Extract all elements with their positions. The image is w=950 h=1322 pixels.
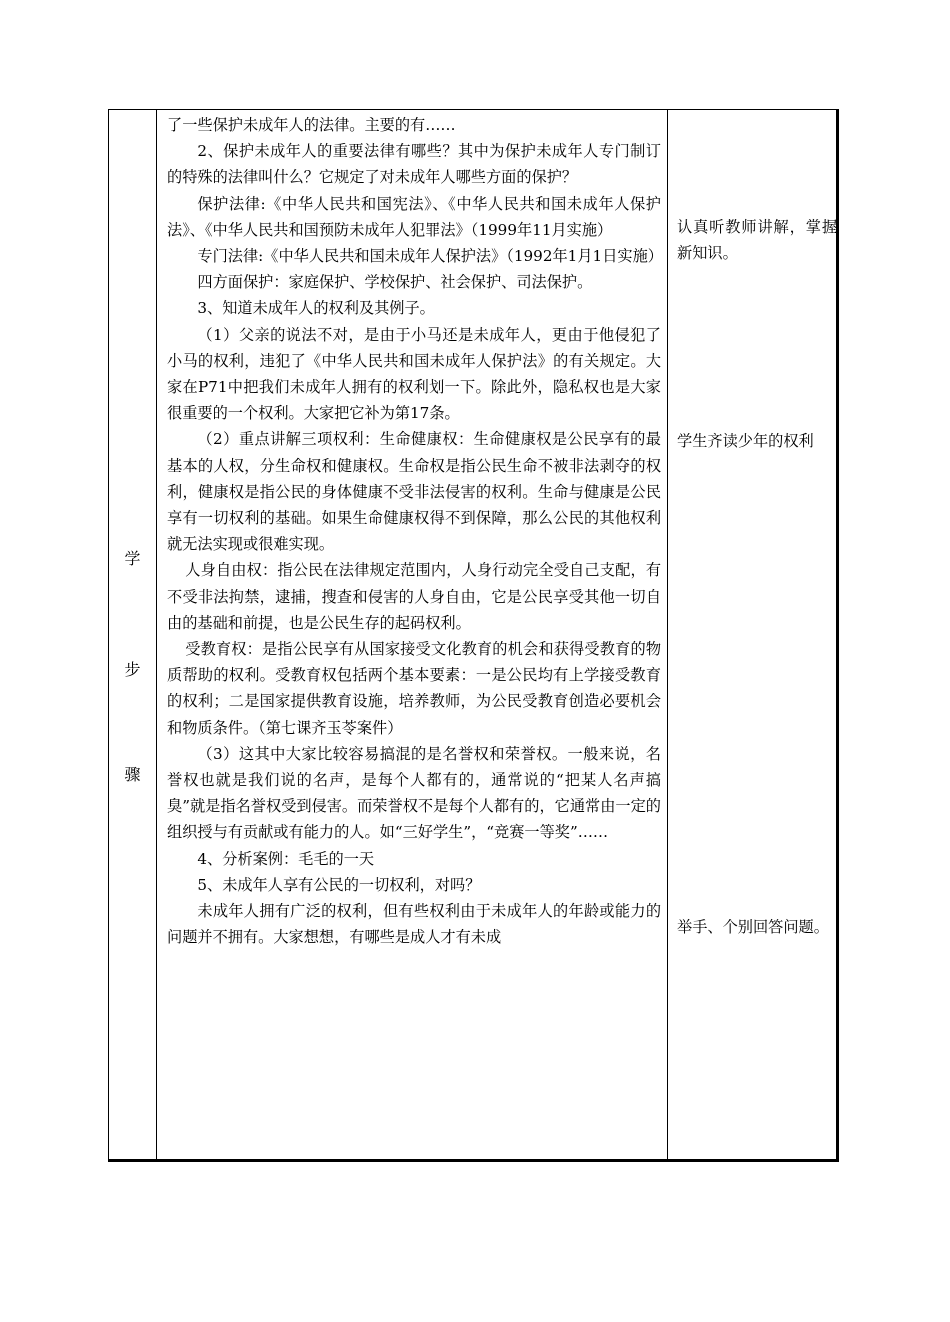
column-divider <box>667 110 668 1159</box>
content-paragraph: 2、保护未成年人的重要法律有哪些？其中为保护未成年人专门制订的特殊的法律叫什么？它规定了对未成年人哪些方面的保护？ <box>167 142 661 187</box>
lesson-content <box>167 112 661 951</box>
content-paragraph: （1）父亲的说法不对，是由于小马还是未成年人，更由于他侵犯了小马的权利，违犯了《中华人民共和国未成年人保护法》的有关规定。大家在P71中把我们未成年人拥有的权利划一下。除此外，隐私权也是大家很重要的一个权利。大家把它补为第17条。 <box>167 325 661 423</box>
student-activity <box>677 428 837 454</box>
content-paragraph: 3、知道未成年人的权利及其例子。 <box>197 299 435 318</box>
activity-text: 举手、个别回答问题。 <box>677 918 829 936</box>
content-paragraph: 4、分析案例：毛毛的一天 <box>197 849 375 868</box>
lesson-table <box>108 109 839 1162</box>
activity-text: 认真听教师讲解，掌握新知识。 <box>677 218 837 263</box>
content-paragraph: 专门法律:《中华人民共和国未成年人保护法》（1992年1月1日实施） <box>197 247 663 266</box>
content-paragraph: 了一些保护未成年人的法律。主要的有…… <box>167 116 456 134</box>
content-paragraph: 保护法律:《中华人民共和国宪法》、《中华人民共和国未成年人保护法》、《中华人民共和国预防未成年人犯罪法》（1999年11月实施） <box>167 194 661 239</box>
step-label-column <box>109 110 156 1159</box>
student-activity <box>677 214 837 266</box>
content-paragraph: 未成年人拥有广泛的权利，但有些权利由于未成年人的年龄或能力的问题并不拥有。大家想想，有哪些是成人才有未成 <box>167 902 661 947</box>
content-paragraph: 受教育权：是指公民享有从国家接受文化教育的机会和获得受教育的物质帮助的权利。受教育权包括两个基本要素：一是公民均有上学接受教育的权利；二是国家提供教育设施，培养教师，为公民受教育创造必要机会和物质条件。（第七课齐玉苓案件） <box>167 640 661 737</box>
activity-text: 学生齐读少年的权利 <box>677 432 814 450</box>
content-paragraph: （2）重点讲解三项权利：生命健康权：生命健康权是公民享有的最基本的人权，分生命权和健康权。生命权是指公民生命不被非法剥夺的权利，健康权是指公民的身体健康不受非法侵害的权利。生命与健康是公民享有一切权利的基础。如果生命健康权得不到保障，那么公民的其他权利就无法实现或很难实现。 <box>167 430 661 554</box>
content-paragraph: 人身自由权：指公民在法律规定范围内，人身行动完全受自己支配，有不受非法拘禁，逮捕，搜查和侵害的人身自由，它是公民享受其他一切自由的基础和前提，也是公民生存的起码权利。 <box>167 561 661 632</box>
step-label-char: 骤 <box>124 765 141 784</box>
column-divider <box>156 110 157 1159</box>
content-paragraph: 5、未成年人享有公民的一切权利，对吗？ <box>197 875 481 894</box>
step-label-char: 学 <box>124 549 141 568</box>
student-activity <box>677 914 837 940</box>
content-paragraph: 四方面保护：家庭保护、学校保护、社会保护、司法保护。 <box>197 273 593 292</box>
step-label-char: 步 <box>124 660 141 679</box>
content-paragraph: （3）这其中大家比较容易搞混的是名誉权和荣誉权。一般来说，名誉权也就是我们说的名声，是每个人都有的，通常说的“把某人名声搞臭”就是指名誉权受到侵害。而荣誉权不是每个人都有的，它通常由一定的组织授与有贡献或有能力的人。如“三好学生”，“竞赛一等奖”…… <box>167 744 661 842</box>
